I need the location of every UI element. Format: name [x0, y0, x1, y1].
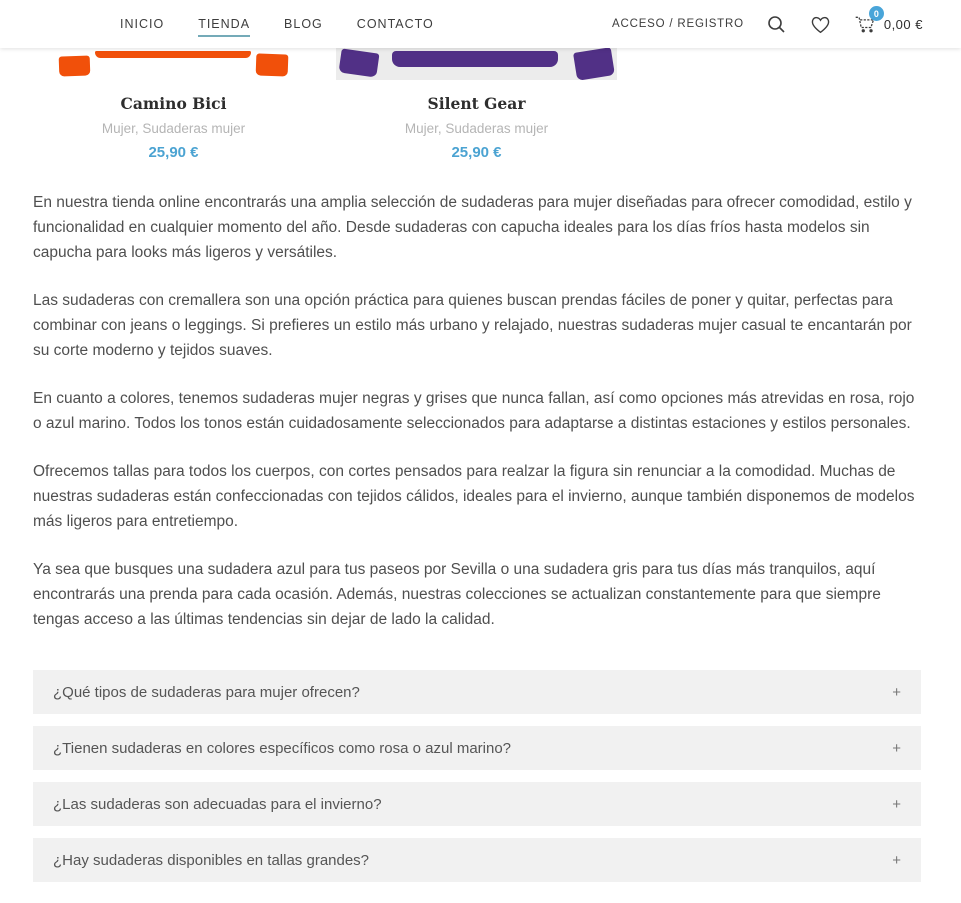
faq-question: ¿Qué tipos de sudaderas para mujer ofrecen?	[53, 683, 360, 701]
sweatshirt-hem	[95, 51, 251, 58]
plus-icon: +	[892, 851, 901, 869]
main-nav	[120, 11, 434, 37]
faq-item-colores[interactable]	[33, 726, 921, 770]
description-paragraph: Ya sea que busques una sudadera azul para tus paseos por Sevilla o una sudadera gris para tus días más tranquilos, aquí encontrarás una prenda para cada ocasión. Además, nuestras colecciones se actualizan constantemente para que siempre tengas acceso a las últimas tendencias sin dejar de lado la calidad.	[33, 561, 881, 628]
header-actions	[612, 8, 923, 35]
description-paragraph: En nuestra tienda online encontrarás una amplia selección de sudaderas para mujer diseñadas para ofrecer comodidad, estilo y funcionalidad en cualquier momento del año. Desde sudaderas con capucha ideales para los días fríos hasta modelos sin capucha para looks más ligeros y versátiles.	[33, 194, 912, 261]
product-categories[interactable]: Mujer, Sudaderas mujer	[101, 121, 246, 136]
sweatshirt-cuff-left	[59, 55, 91, 76]
faq-item-tallas[interactable]	[33, 838, 921, 882]
faq-item-tipos[interactable]	[33, 670, 921, 714]
product-image-purple-sweatshirt[interactable]	[336, 48, 617, 80]
product-title[interactable]: Silent Gear	[427, 94, 526, 113]
nav-item-inicio[interactable]: INICIO	[120, 17, 165, 31]
description-paragraph: En cuanto a colores, tenemos sudaderas mujer negras y grises que nunca fallan, así como opciones más atrevidas en rosa, rojo o azul marino. Todos los tonos están cuidadosamente seleccionados para adaptarse a distintas estaciones y estilos personales.	[33, 390, 915, 432]
product-title[interactable]: Camino Bici	[120, 94, 227, 113]
product-card-camino-bici[interactable]	[33, 48, 314, 161]
description-paragraph: Ofrecemos tallas para todos los cuerpos, con cortes pensados para realzar la figura sin renunciar a la comodidad. Muchas de nuestras sudaderas están confeccionadas con tejidos cálidos, ideales para el invierno, aunque también disponemos de modelos más ligeros para entretiempo.	[33, 463, 915, 530]
nav-item-contacto[interactable]: CONTACTO	[356, 17, 434, 31]
category-description	[33, 190, 921, 655]
product-price: 25,90 €	[148, 144, 199, 161]
nav-item-tienda[interactable]: TIENDA	[198, 11, 250, 37]
faq-item-invierno[interactable]	[33, 782, 921, 826]
cart-icon[interactable]	[854, 8, 879, 35]
sweatshirt-cuff-right	[573, 48, 615, 80]
product-categories[interactable]: Mujer, Sudaderas mujer	[404, 121, 549, 136]
plus-icon: +	[892, 683, 901, 701]
sweatshirt-hem	[392, 51, 558, 67]
product-image-orange-sweatshirt[interactable]	[33, 48, 314, 80]
product-grid	[33, 48, 617, 161]
account-login-link[interactable]: ACCESO / REGISTRO	[612, 18, 744, 30]
faq-accordion	[33, 670, 921, 894]
cart-total: 0,00 €	[883, 16, 923, 32]
sweatshirt-cuff-left	[339, 48, 380, 77]
faq-question: ¿Tienen sudaderas en colores específicos como rosa o azul marino?	[53, 739, 512, 757]
sweatshirt-cuff-right	[256, 53, 289, 76]
wishlist-heart-icon[interactable]	[810, 13, 832, 35]
product-card-silent-gear[interactable]	[336, 48, 617, 161]
nav-item-blog[interactable]: BLOG	[284, 17, 323, 31]
faq-question: ¿Hay sudaderas disponibles en tallas grandes?	[53, 851, 370, 869]
product-price: 25,90 €	[451, 144, 502, 161]
cart-button[interactable]	[854, 8, 923, 35]
cart-count-badge: 0	[869, 6, 884, 21]
site-header	[0, 0, 961, 48]
description-paragraph: Las sudaderas con cremallera son una opción práctica para quienes buscan prendas fáciles de poner y quitar, perfectas para combinar con jeans o leggings. Si prefieres un estilo más urbano y relajado, nuestras sudaderas mujer casual te encantarán por su corte moderno y tejidos suaves.	[33, 292, 912, 359]
plus-icon: +	[892, 739, 901, 757]
search-icon[interactable]	[766, 13, 788, 35]
plus-icon: +	[892, 795, 901, 813]
faq-question: ¿Las sudaderas son adecuadas para el invierno?	[53, 795, 382, 813]
